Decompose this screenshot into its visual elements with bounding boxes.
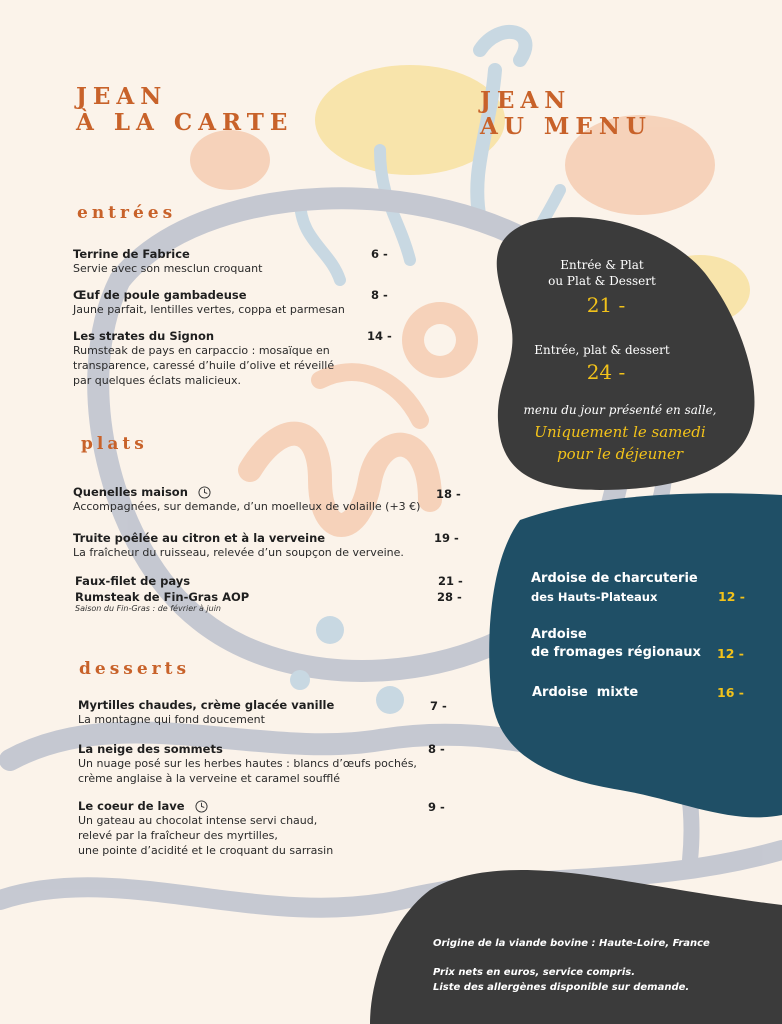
footer-allergens: Liste des allergènes disponible sur demande. — [433, 982, 690, 993]
dessert-item-1 — [78, 698, 438, 727]
item-name: Les strates du Signon — [73, 329, 215, 343]
dessert-item-3 — [78, 799, 438, 858]
item-price: 14 - — [367, 329, 392, 343]
left-title-line2: À LA CARTE — [76, 109, 294, 136]
plat-item-3 — [75, 574, 455, 588]
menu-highlight-line2: pour le déjeuner — [556, 445, 684, 463]
ardoise-line1: Ardoise — [531, 627, 587, 642]
left-title — [76, 84, 293, 136]
item-price: 8 - — [371, 288, 388, 302]
clock-icon — [195, 800, 208, 813]
item-note: Saison du Fin-Gras : de février à juin — [75, 604, 222, 613]
entree-item-3 — [73, 329, 393, 388]
item-desc: La montagne qui fond doucement — [78, 713, 265, 726]
plat-item-4 — [75, 590, 455, 613]
menu-note: menu du jour présenté en salle, — [523, 403, 717, 417]
item-name — [73, 485, 453, 499]
footer-info — [433, 936, 710, 995]
item-name: Truite poêlée au citron et à la verveine — [73, 531, 326, 545]
right-title-line2: AU MENU — [480, 113, 652, 140]
item-desc-line2: crème anglaise à la verveine et caramel soufflé — [78, 772, 341, 785]
item-desc-line3: une pointe d’acidité et le croquant du sarrasin — [78, 844, 334, 857]
right-title — [480, 88, 652, 140]
section-entrees-heading: entrées — [77, 203, 177, 223]
ardoise-line2: des Hauts-Plateaux — [531, 590, 658, 604]
item-desc-line2: transparence, caressé d’huile d’olive et réveillé — [73, 359, 335, 372]
clock-icon — [198, 486, 211, 499]
item-desc: Jaune parfait, lentilles vertes, coppa et parmesan — [73, 303, 345, 316]
ardoise-line1: Ardoise mixte — [532, 685, 639, 700]
left-title-line1: JEAN — [76, 83, 168, 110]
ardoise-item-2 — [531, 626, 701, 662]
item-name: Faux-filet de pays — [75, 574, 191, 588]
footer-prices: Prix nets en euros, service compris. — [433, 967, 636, 978]
ardoise-line1: Ardoise de charcuterie — [531, 571, 698, 586]
plat-item-1 — [73, 485, 453, 514]
item-desc: Accompagnées, sur demande, d’un moelleux de volaille (+3 €) — [73, 500, 421, 513]
footer-origin: Origine de la viande bovine : Haute-Loire, France — [433, 938, 710, 949]
plat-item-2 — [73, 531, 453, 560]
item-price: 28 - — [437, 590, 462, 604]
item-desc: La fraîcheur du ruisseau, relevée d’un soupçon de verveine. — [73, 546, 404, 559]
section-plats-heading: plats — [81, 434, 148, 454]
right-title-line1: JEAN — [480, 87, 572, 114]
item-name — [78, 799, 438, 813]
ardoise-line2: de fromages régionaux — [531, 645, 701, 660]
item-desc: Servie avec son mesclun croquant — [73, 262, 263, 275]
entree-item-1 — [73, 247, 393, 276]
ardoise-price: 12 - — [718, 589, 745, 604]
entree-item-2 — [73, 288, 393, 317]
item-name: Terrine de Fabrice — [73, 247, 190, 261]
item-desc-line1: Rumsteak de pays en carpaccio : mosaïque en — [73, 344, 330, 357]
item-price: 9 - — [428, 800, 445, 814]
item-price: 21 - — [438, 574, 463, 588]
item-desc-line3: par quelques éclats malicieux. — [73, 374, 242, 387]
menu-formula2-price: 24 - — [586, 360, 626, 384]
menu-formula2: Entrée, plat & dessert — [534, 343, 670, 357]
menu-formula1-line2: ou Plat & Dessert — [548, 274, 656, 288]
dessert-item-2 — [78, 742, 438, 786]
item-name-text: Quenelles maison — [73, 485, 188, 499]
ardoise-item-1 — [531, 570, 698, 606]
item-name: Myrtilles chaudes, crème glacée vanille — [78, 698, 335, 712]
item-desc-line1: Un nuage posé sur les herbes hautes : blancs d’œufs pochés, — [78, 757, 417, 770]
menu-formula1-line1: Entrée & Plat — [560, 258, 644, 272]
ardoise-price: 12 - — [717, 646, 744, 661]
section-desserts-heading: desserts — [79, 659, 191, 679]
item-name: Œuf de poule gambadeuse — [73, 288, 247, 302]
item-name: La neige des sommets — [78, 742, 223, 756]
item-desc-line2: relevé par la fraîcheur des myrtilles, — [78, 829, 278, 842]
menu-formula1-price: 21 - — [586, 293, 626, 317]
item-name-text: Le coeur de lave — [78, 799, 185, 813]
item-price: 19 - — [434, 531, 459, 545]
item-desc-line1: Un gateau au chocolat intense servi chaud, — [78, 814, 318, 827]
item-name: Rumsteak de Fin-Gras AOP — [75, 590, 250, 604]
item-price: 8 - — [428, 742, 445, 756]
ardoise-item-3 — [532, 684, 638, 702]
item-price: 6 - — [371, 247, 388, 261]
ardoise-price: 16 - — [717, 685, 744, 700]
menu-highlight-line1: Uniquement le samedi — [534, 423, 706, 441]
item-price: 7 - — [430, 699, 447, 713]
item-price: 18 - — [436, 487, 461, 501]
